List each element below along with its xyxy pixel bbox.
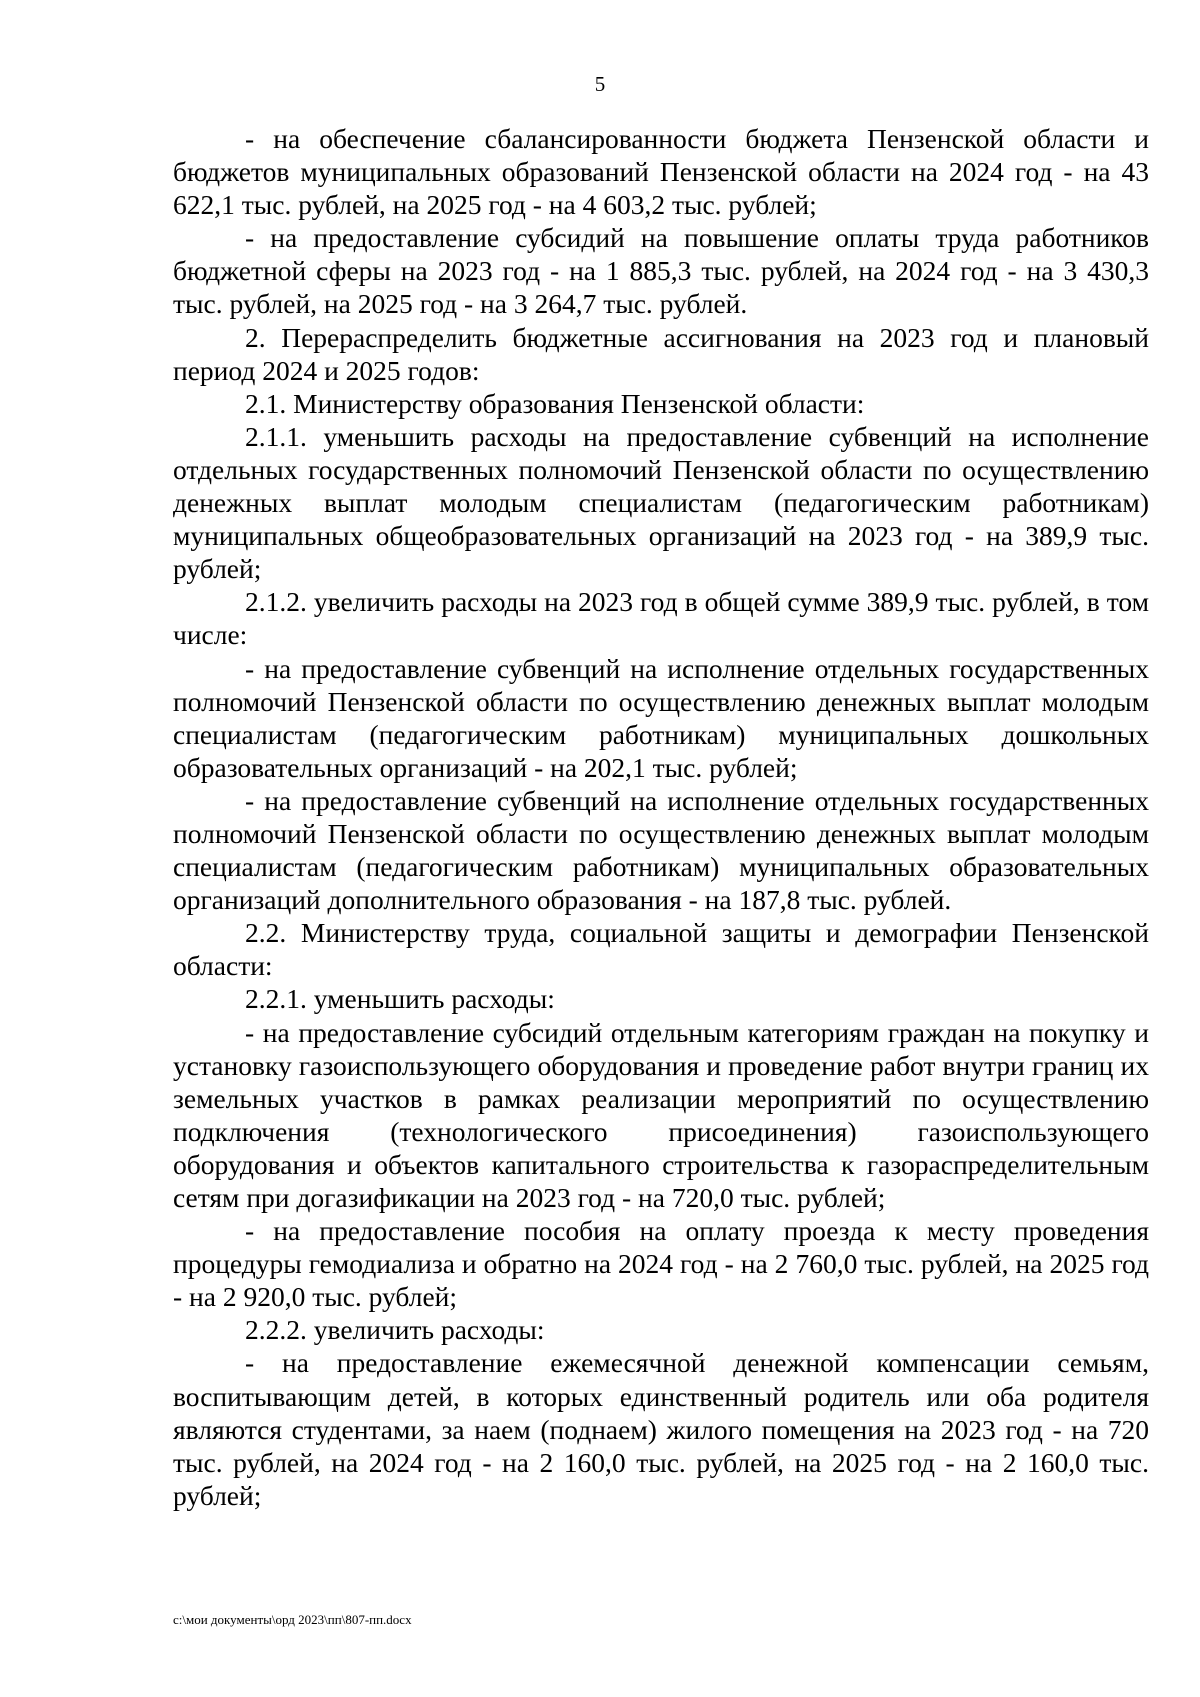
paragraph: - на предоставление субсидий отдельным категориям граждан на покупку и установку газоиспользующего оборудования и проведение работ внутри границ их земельных участков в рамках реализации мероприятий по осуществлению подключения (технологического присоединения) газоиспользующего оборудования и объектов капитального строительства к газораспределительным сетям при догазификации на 2023 год - на 720,0 тыс. рублей; — [173, 1016, 1149, 1213]
paragraph: 2.2. Министерству труда, социальной защиты и демографии Пензенской области: — [173, 917, 1149, 982]
paragraph: 2.1. Министерству образования Пензенской области: — [245, 387, 865, 419]
paragraph: 2.2.1. уменьшить расходы: — [245, 983, 555, 1015]
paragraph: - на обеспечение сбалансированности бюджета Пензенской области и бюджетов муниципальных образований Пензенской области на 2024 год - на 43 622,1 тыс. рублей, на 2025 год - на 4 603,2 тыс. рублей; — [173, 123, 1149, 221]
page-number: 5 — [594, 72, 606, 96]
paragraph: 2.1.2. увеличить расходы на 2023 год в общей сумме 389,9 тыс. рублей, в том числе: — [173, 586, 1149, 651]
paragraph: - на предоставление субвенций на исполнение отдельных государственных полномочий Пензенской области по осуществлению денежных выплат молодым специалистам (педагогическим работникам) муниципальных дошкольных образовательных организаций - на 202,1 тыс. рублей; — [173, 652, 1149, 783]
paragraph: - на предоставление субвенций на исполнение отдельных государственных полномочий Пензенской области по осуществлению денежных выплат молодым специалистам (педагогическим работникам) муниципальных образовательных организаций дополнительного образования - на 187,8 тыс. рублей. — [173, 784, 1149, 916]
paragraph: - на предоставление субсидий на повышение оплаты труда работников бюджетной сферы на 2023 год - на 1 885,3 тыс. рублей, на 2024 год - на 3 430,3 тыс. рублей, на 2025 год - на 3 264,7 тыс. рублей. — [173, 222, 1149, 320]
file-path-footer: c:\мои документы\орд 2023\пп\807-пп.docx — [173, 1612, 412, 1627]
paragraph: 2.1.1. уменьшить расходы на предоставление субвенций на исполнение отдельных государственных полномочий Пензенской области по осуществлению денежных выплат молодым специалистам (педагогическим работникам) муниципальных общеобразовательных организаций на 2023 год - на 389,9 тыс. рублей; — [173, 420, 1149, 585]
paragraph: 2. Перераспределить бюджетные ассигнования на 2023 год и плановый период 2024 и 2025 годов: — [173, 321, 1149, 386]
document-body — [173, 122, 1149, 1512]
paragraph: - на предоставление ежемесячной денежной компенсации семьям, воспитывающим детей, в которых единственный родитель или оба родителя являются студентами, за наем (поднаем) жилого помещения на 2023 год - на 720 тыс. рублей, на 2024 год - на 2 160,0 тыс. рублей, на 2025 год - на 2 160,0 тыс. рублей; — [173, 1347, 1149, 1511]
paragraph: 2.2.2. увеличить расходы: — [245, 1314, 545, 1346]
paragraph: - на предоставление пособия на оплату проезда к месту проведения процедуры гемодиализа и обратно на 2024 год - на 2 760,0 тыс. рублей, на 2025 год - на 2 920,0 тыс. рублей; — [173, 1215, 1149, 1313]
